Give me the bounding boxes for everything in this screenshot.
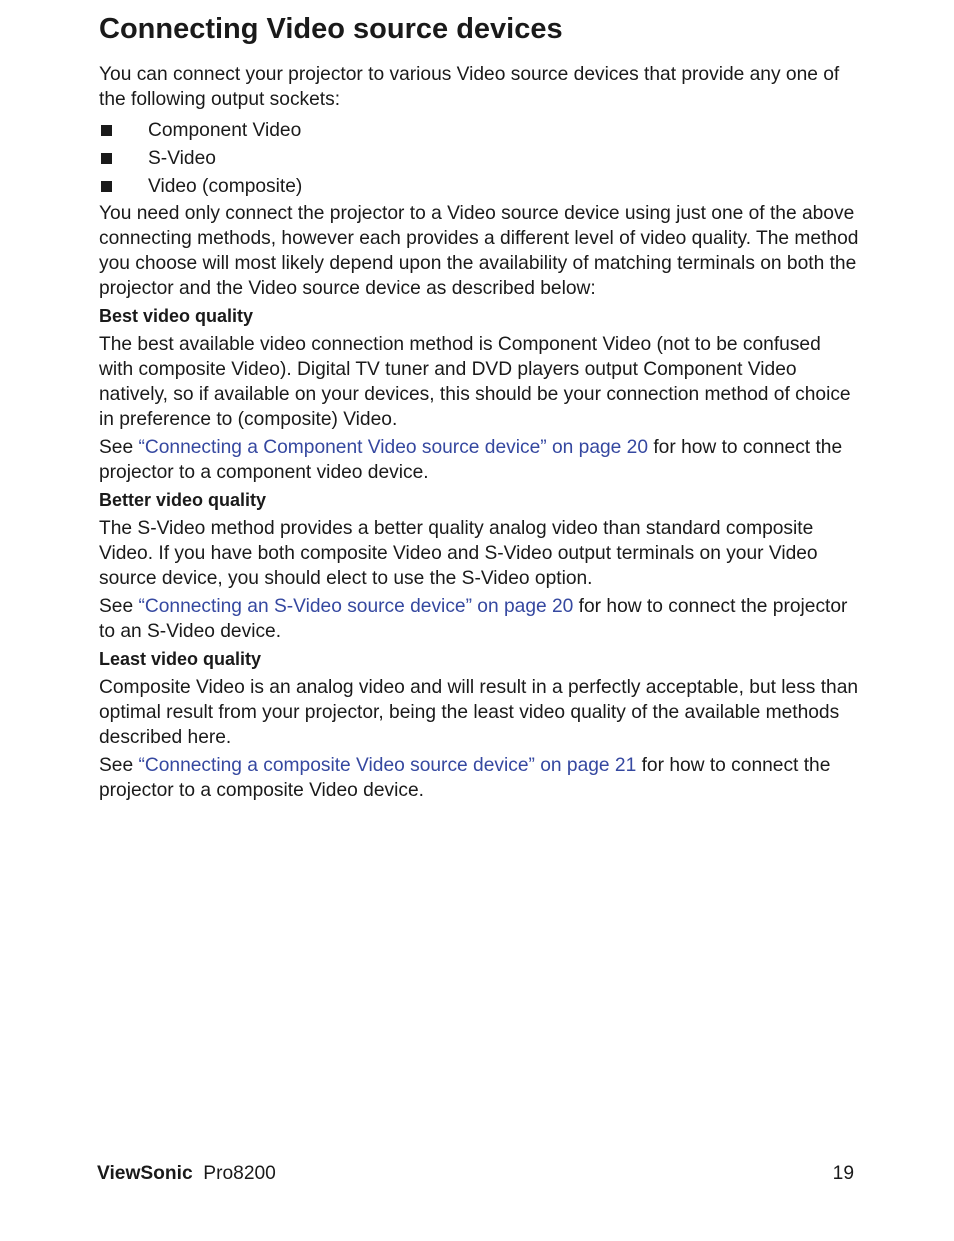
section-body: The best available video connection method is Component Video (not to be confused with composite Video). Digital TV tuner and DVD players output Component Video natively, so if available on your devices, this should be your connection method of choice in preference to (composite) Video. — [99, 334, 851, 430]
see-reference — [99, 753, 859, 803]
see-suffix: for how to connect the projector to an S-Video device. — [99, 596, 848, 642]
section-heading: Least video quality — [99, 649, 262, 669]
page-number: 19 — [832, 1163, 854, 1184]
see-reference — [99, 435, 859, 485]
component-video-link[interactable]: “Connecting a Component Video source device” on page 20 — [138, 437, 649, 458]
list-item — [99, 117, 859, 145]
list-item — [99, 173, 859, 201]
output-sockets-list — [99, 117, 859, 201]
footer-brand — [97, 1163, 276, 1185]
model-name: Pro8200 — [203, 1163, 276, 1184]
list-item-label: S-Video — [148, 148, 216, 169]
square-bullet-icon — [101, 181, 112, 192]
list-item-label: Video (composite) — [148, 176, 303, 197]
brand-name: ViewSonic — [97, 1163, 193, 1184]
page-title: Connecting Video source devices — [99, 13, 563, 45]
square-bullet-icon — [101, 153, 112, 164]
see-suffix: for how to connect the projector to a composite Video device. — [99, 755, 831, 801]
section-best-quality — [99, 304, 859, 485]
section-body: The S-Video method provides a better quality analog video than standard composite Video. If you have both composite Video and S-Video output terminals on your Video source device, you should elect to use the S-Video option. — [99, 518, 818, 589]
intro-paragraph: You can connect your projector to various Video source devices that provide any one of the following output sockets: — [99, 64, 840, 110]
see-prefix: See — [99, 755, 139, 776]
section-heading: Better video quality — [99, 490, 267, 510]
section-body: Composite Video is an analog video and will result in a perfectly acceptable, but less than optimal result from your projector, being the least video quality of the available methods described here. — [99, 677, 859, 748]
see-suffix: for how to connect the projector to a component video device. — [99, 437, 843, 483]
see-reference — [99, 594, 859, 644]
section-better-quality — [99, 488, 859, 644]
overview-paragraph: You need only connect the projector to a Video source device using just one of the above connecting methods, however each provides a different level of video quality. The method you choose will most likely depend upon the availability of matching terminals on both the projector and the Video source device as described below: — [99, 203, 859, 299]
s-video-link[interactable]: “Connecting an S-Video source device” on page 20 — [138, 596, 574, 617]
square-bullet-icon — [101, 125, 112, 136]
section-least-quality — [99, 647, 859, 803]
see-prefix: See — [99, 437, 139, 458]
list-item — [99, 145, 859, 173]
composite-video-link[interactable]: “Connecting a composite Video source device” on page 21 — [138, 755, 637, 776]
section-heading: Best video quality — [99, 306, 254, 326]
content — [99, 62, 859, 806]
see-prefix: See — [99, 596, 139, 617]
list-item-label: Component Video — [148, 120, 302, 141]
